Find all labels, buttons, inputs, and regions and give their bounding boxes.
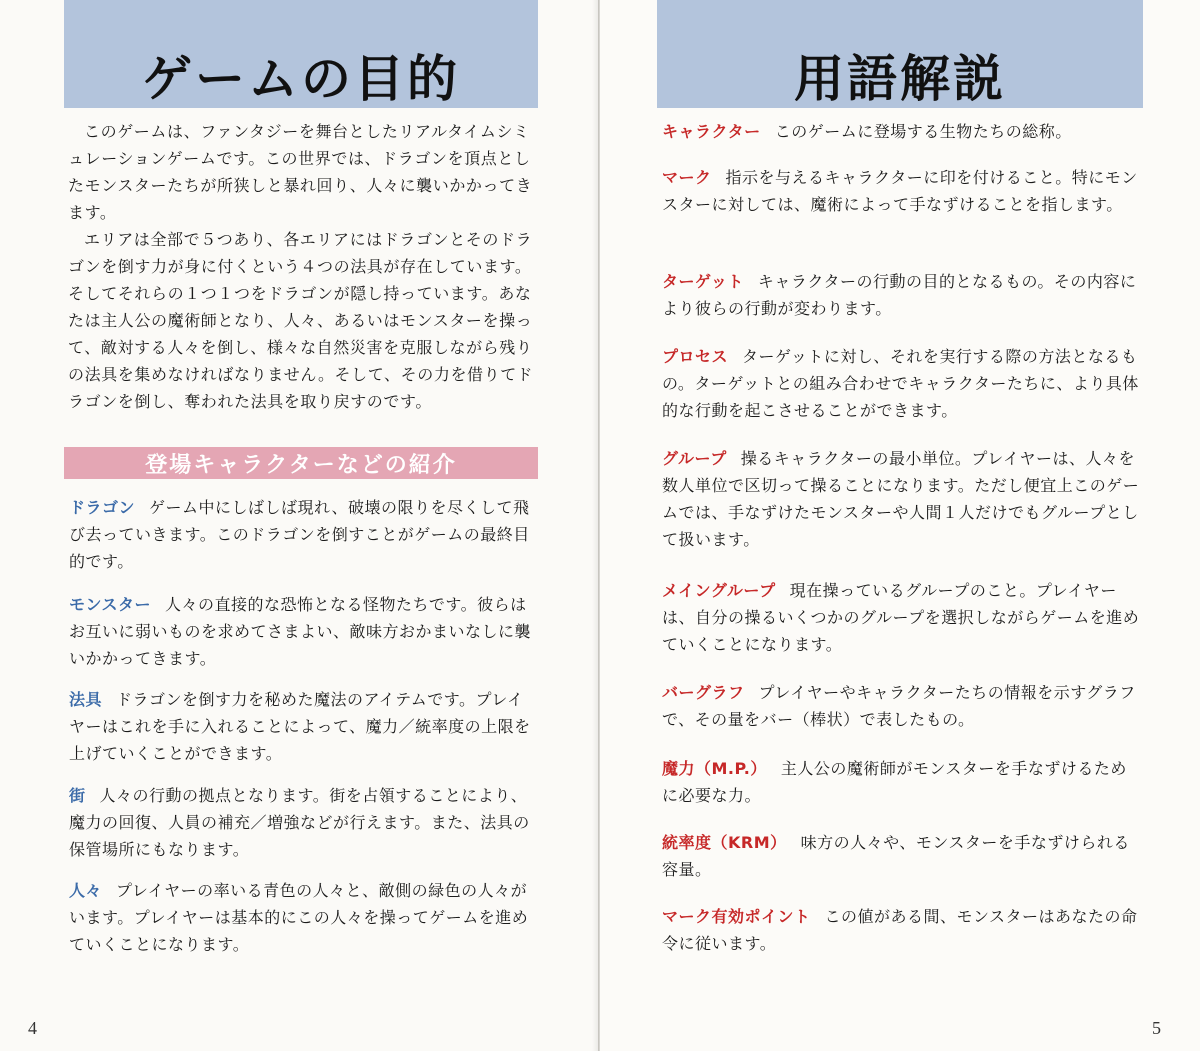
entry-term: キャラクター bbox=[662, 122, 761, 141]
glossary-entry bbox=[662, 577, 1140, 658]
glossary-entry bbox=[662, 679, 1140, 733]
entry-term: グループ bbox=[662, 449, 727, 468]
entry-term: 街 bbox=[69, 786, 86, 805]
entry-text: ゲーム中にしばしば現れ、破壊の限りを尽くして飛び去っていきます。このドラゴンを倒すことがゲームの最終目的です。 bbox=[69, 498, 530, 571]
section-heading-bar bbox=[64, 447, 538, 479]
entry-text: ターゲットに対し、それを実行する際の方法となるもの。ターゲットとの組み合わせでキャラクターたちに、より具体的な行動を起こさせることができます。 bbox=[662, 347, 1139, 420]
entry-term: 魔力（M.P.） bbox=[662, 759, 767, 778]
entry-term: メイングループ bbox=[662, 581, 776, 600]
entry-term: 人々 bbox=[69, 881, 103, 900]
entry-text: プレイヤーやキャラクターたちの情報を示すグラフで、その量をバー（棒状）で表したもの。 bbox=[662, 683, 1136, 729]
glossary-entry bbox=[662, 755, 1140, 809]
entry-term: バーグラフ bbox=[662, 683, 745, 702]
glossary-entry bbox=[662, 829, 1140, 883]
entry-term: プロセス bbox=[662, 347, 729, 366]
entry-term: 法具 bbox=[69, 690, 103, 709]
glossary-entry bbox=[662, 268, 1140, 322]
entry-text: 指示を与えるキャラクターに印を付けること。特にモンスターに対しては、魔術によって手なずけることを指します。 bbox=[662, 168, 1138, 214]
entry-term: 統率度（KRM） bbox=[662, 833, 787, 852]
right-page bbox=[600, 0, 1200, 1051]
glossary-entry bbox=[69, 591, 535, 672]
glossary-entry bbox=[662, 343, 1140, 424]
glossary-entry bbox=[69, 877, 535, 958]
page-number: 5 bbox=[1152, 1018, 1161, 1038]
entry-text: 操るキャラクターの最小単位。プレイヤーは、人々を数人単位で区切って操ることになります。ただし便宜上このゲームでは、手なずけたモンスターや人間１人だけでもグループとして扱います。 bbox=[662, 449, 1140, 549]
entry-term: モンスター bbox=[69, 595, 152, 614]
left-title-banner bbox=[64, 0, 538, 108]
entry-term: マーク有効ポイント bbox=[662, 907, 811, 926]
entry-term: マーク bbox=[662, 168, 712, 187]
glossary-entry bbox=[69, 494, 535, 575]
entry-text: 味方の人々や、モンスターを手なずけられる容量。 bbox=[662, 833, 1130, 879]
intro-paragraph: このゲームは、ファンタジーを舞台としたリアルタイムシミュレーションゲームです。この世界では、ドラゴンを頂点としたモンスターたちが所狭しと暴れ回り、人々に襲いかかってきます。 bbox=[68, 122, 533, 222]
glossary-entry bbox=[69, 686, 535, 767]
entry-text: この値がある間、モンスターはあなたの命令に従います。 bbox=[662, 907, 1138, 953]
left-page-title: ゲームの目的 bbox=[142, 50, 460, 108]
glossary-entry bbox=[662, 903, 1140, 957]
glossary-entry bbox=[662, 164, 1140, 218]
entry-text: 現在操っているグループのこと。プレイヤーは、自分の操るいくつかのグループを選択しながらゲームを進めていくことになります。 bbox=[662, 581, 1140, 654]
left-page bbox=[0, 0, 599, 1051]
glossary-entry bbox=[69, 782, 535, 863]
intro-paragraph: エリアは全部で５つあり、各エリアにはドラゴンとそのドラゴンを倒す力が身に付くという４つの法具が存在しています。そしてそれらの１つ１つをドラゴンが隠し持っています。あなたは主人公の魔術師となり、人々、あるいはモンスターを操って、敵対する人々を倒し、様々な自然災害を克服しながら残りの法具を集めなければなりません。そして、その力を借りてドラゴンを倒し、奪われた法具を取り戻すのです。 bbox=[68, 230, 534, 411]
page-number: 4 bbox=[28, 1018, 37, 1038]
entry-text: このゲームに登場する生物たちの総称。 bbox=[774, 122, 1072, 141]
entry-text: 人々の行動の拠点となります。街を占領することにより、魔力の回復、人員の補充／増強などが行えます。また、法具の保管場所にもなります。 bbox=[69, 786, 530, 859]
entry-text: ドラゴンを倒す力を秘めた魔法のアイテムです。プレイヤーはこれを手に入れることによって、魔力／統率度の上限を上げていくことができます。 bbox=[69, 690, 531, 763]
entry-text: 人々の直接的な恐怖となる怪物たちです。彼らはお互いに弱いものを求めてさまよい、敵味方おかまいなしに襲いかかってきます。 bbox=[69, 595, 532, 668]
entry-term: ターゲット bbox=[662, 272, 744, 291]
entry-text: プレイヤーの率いる青色の人々と、敵側の緑色の人々がいます。プレイヤーは基本的にこの人々を操ってゲームを進めていくことになります。 bbox=[69, 881, 529, 954]
entry-text: キャラクターの行動の目的となるもの。その内容により彼らの行動が変わります。 bbox=[662, 272, 1137, 318]
intro-text bbox=[68, 118, 534, 415]
section-heading: 登場キャラクターなどの紹介 bbox=[145, 452, 457, 478]
glossary-entry bbox=[662, 445, 1140, 553]
entry-text: 主人公の魔術師がモンスターを手なずけるために必要な力。 bbox=[662, 759, 1127, 805]
right-title-banner bbox=[657, 0, 1143, 108]
right-page-title: 用語解説 bbox=[794, 50, 1006, 108]
entry-term: ドラゴン bbox=[69, 498, 136, 517]
glossary-entry bbox=[662, 118, 1140, 145]
